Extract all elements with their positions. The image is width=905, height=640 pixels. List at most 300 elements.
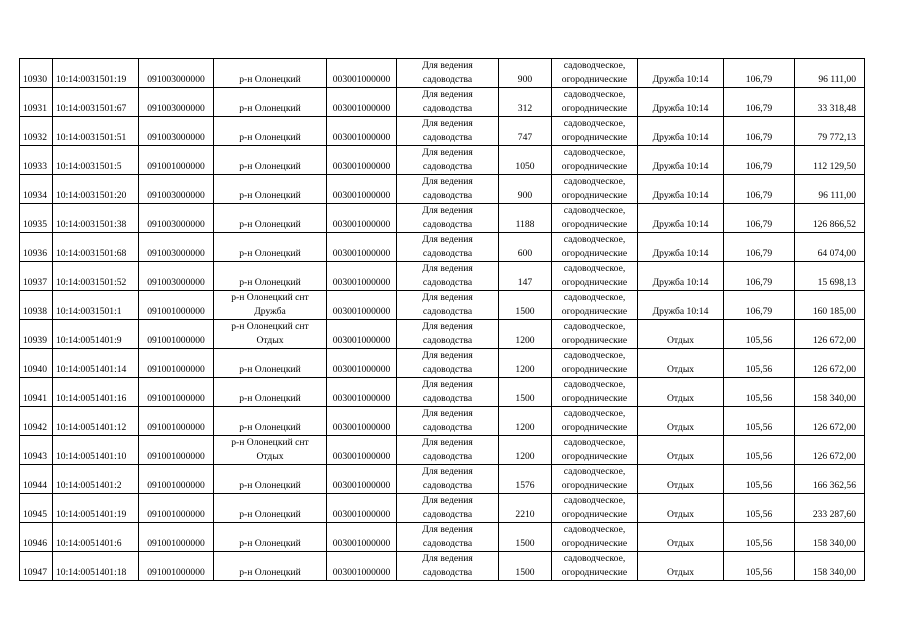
okato-text: 003001000000 [332,538,391,549]
district-cell [214,233,327,262]
use-text: Для ведения [422,466,473,477]
table-row [20,436,865,465]
code-cell [139,436,214,465]
cat-text: огороднические [561,247,628,259]
land-use-cell [397,378,499,407]
cat-text: садоводческое, [563,234,626,245]
okato-cell [327,465,397,494]
row-number [20,523,53,552]
table-row [20,262,865,291]
value-text: 158 340,00 [812,538,856,549]
rate-cell [724,175,795,204]
value-text: 96 111,00 [818,74,856,85]
land-use-cell [397,262,499,291]
use-text: садоводства [422,450,473,462]
num-text: 10939 [23,335,47,346]
place-text: Дружба 10:14 [652,248,709,259]
okato-cell [327,204,397,233]
area-text: 1050 [515,161,535,172]
cat-text: огороднические [561,392,628,404]
use-text: Для ведения [422,292,473,303]
num-text: 10933 [23,161,47,172]
num-text: 10931 [23,103,47,114]
rate-text: 105,56 [745,364,773,375]
use-text: садоводства [422,276,473,288]
cadastral-value-cell [795,88,865,117]
district-cell [214,146,327,175]
use-text: садоводства [422,508,473,520]
cat-text: садоводческое, [563,89,626,100]
okato-text: 003001000000 [332,306,391,317]
use-text: садоводства [422,247,473,259]
area-cell [499,88,552,117]
rate-cell [724,523,795,552]
district-text: р-н Олонецкий [239,131,301,143]
district-text: р-н Олонецкий [239,421,301,433]
area-cell [499,117,552,146]
location-cell [638,262,724,291]
cat-text: садоводческое, [563,379,626,390]
rate-text: 106,79 [745,161,773,172]
district-text: р-н Олонецкий снт [231,321,309,332]
num-text: 10934 [23,190,47,201]
num-text: 10940 [23,364,47,375]
cadastral-value-cell [795,262,865,291]
district-cell [214,552,327,581]
location-cell [638,320,724,349]
row-number [20,146,53,175]
area-text: 1200 [515,451,535,462]
cat-text: огороднические [561,334,628,346]
rate-text: 105,56 [745,480,773,491]
district-text: р-н Олонецкий [239,363,301,375]
okato-text: 003001000000 [332,103,391,114]
cadastral-text: 10:14:0031501:52 [56,277,127,288]
area-cell [499,378,552,407]
rate-text: 106,79 [745,277,773,288]
category-cell [552,378,638,407]
use-text: садоводства [422,392,473,404]
district-cell [214,320,327,349]
code-cell [139,117,214,146]
rate-cell [724,88,795,117]
code-cell [139,146,214,175]
cadastral-number [53,436,139,465]
district-text: р-н Олонецкий [239,276,301,288]
cadastral-value-cell [795,407,865,436]
code-cell [139,204,214,233]
district-cell [214,378,327,407]
registry-table-body [20,59,865,581]
rate-text: 105,56 [745,567,773,578]
district-text: р-н Олонецкий [239,247,301,259]
cadastral-text: 10:14:0031501:20 [56,190,127,201]
location-cell [638,523,724,552]
rate-cell [724,117,795,146]
cat-text: садоводческое, [563,408,626,419]
cat-text: огороднические [561,189,628,201]
cat-text: огороднические [561,363,628,375]
place-text: Дружба 10:14 [652,219,709,230]
area-text: 147 [517,277,533,288]
cadastral-text: 10:14:0031501:1 [56,306,122,317]
category-cell [552,59,638,88]
cadastral-number [53,204,139,233]
cadastral-value-cell [795,146,865,175]
use-text: садоводства [422,363,473,375]
cadastral-value-cell [795,233,865,262]
use-text: садоводства [422,421,473,433]
cadastral-text: 10:14:0051401:2 [56,480,122,491]
category-cell [552,523,638,552]
code-cell [139,262,214,291]
cadastral-number [53,407,139,436]
table-row [20,291,865,320]
land-use-cell [397,291,499,320]
land-use-cell [397,233,499,262]
use-text: садоводства [422,305,473,317]
value-text: 158 340,00 [812,567,856,578]
cadastral-text: 10:14:0031501:51 [56,132,127,143]
cadastral-value-cell [795,465,865,494]
category-cell [552,146,638,175]
table-row [20,146,865,175]
land-use-cell [397,552,499,581]
area-cell [499,552,552,581]
okato-cell [327,552,397,581]
cadastral-number [53,88,139,117]
table-row [20,349,865,378]
land-registry-table [19,58,865,581]
category-cell [552,407,638,436]
cat-text: садоводческое, [563,60,626,71]
cadastral-text: 10:14:0051401:19 [56,509,127,520]
cat-text: садоводческое, [563,553,626,564]
use-text: садоводства [422,334,473,346]
area-cell [499,146,552,175]
district-cell [214,262,327,291]
value-text: 126 866,52 [812,219,856,230]
district-text: Отдых [256,450,284,462]
use-text: Для ведения [422,350,473,361]
cadastral-text: 10:14:0051401:14 [56,364,127,375]
cadastral-number [53,523,139,552]
row-number [20,204,53,233]
area-cell [499,349,552,378]
code-cell [139,320,214,349]
rate-text: 106,79 [745,103,773,114]
cat-text: огороднические [561,421,628,433]
cadastral-text: 10:14:0031501:38 [56,219,127,230]
rate-text: 105,56 [745,509,773,520]
cadastral-value-cell [795,117,865,146]
district-cell [214,494,327,523]
code-cell [139,59,214,88]
value-text: 64 074,00 [817,248,856,259]
land-use-cell [397,117,499,146]
location-cell [638,146,724,175]
land-use-cell [397,523,499,552]
okato-cell [327,146,397,175]
okato-text: 003001000000 [332,190,391,201]
place-text: Дружба 10:14 [652,306,709,317]
use-text: Для ведения [422,176,473,187]
category-cell [552,291,638,320]
land-use-cell [397,436,499,465]
category-cell [552,349,638,378]
cadastral-value-cell [795,436,865,465]
value-text: 158 340,00 [812,393,856,404]
area-cell [499,175,552,204]
land-use-cell [397,59,499,88]
value-text: 96 111,00 [818,190,856,201]
rate-text: 105,56 [745,335,773,346]
value-text: 160 185,00 [812,306,856,317]
rate-text: 106,79 [745,132,773,143]
code-cell [139,378,214,407]
cadastral-value-cell [795,523,865,552]
num-text: 10932 [23,132,47,143]
rate-text: 105,56 [745,538,773,549]
code-text: 091003000000 [147,277,205,288]
location-cell [638,407,724,436]
table-row [20,233,865,262]
cadastral-text: 10:14:0051401:16 [56,393,127,404]
okato-cell [327,117,397,146]
category-cell [552,552,638,581]
cadastral-text: 10:14:0031501:19 [56,74,127,85]
cadastral-value-cell [795,291,865,320]
rate-cell [724,494,795,523]
num-text: 10935 [23,219,47,230]
district-text: р-н Олонецкий [239,392,301,404]
cadastral-number [53,465,139,494]
district-cell [214,117,327,146]
use-text: Для ведения [422,321,473,332]
district-cell [214,407,327,436]
district-cell [214,349,327,378]
okato-text: 003001000000 [332,335,391,346]
district-text: р-н Олонецкий [239,160,301,172]
land-use-cell [397,175,499,204]
place-text: Отдых [666,567,695,578]
cat-text: огороднические [561,131,628,143]
okato-text: 003001000000 [332,248,391,259]
district-cell [214,291,327,320]
rate-cell [724,262,795,291]
use-text: садоводства [422,189,473,201]
area-text: 1188 [515,219,535,230]
cat-text: садоводческое, [563,466,626,477]
code-cell [139,175,214,204]
area-cell [499,59,552,88]
area-cell [499,523,552,552]
area-text: 1500 [515,538,535,549]
area-text: 900 [517,190,533,201]
num-text: 10936 [23,248,47,259]
cadastral-text: 10:14:0031501:67 [56,103,127,114]
okato-text: 003001000000 [332,480,391,491]
rate-cell [724,436,795,465]
okato-cell [327,349,397,378]
place-text: Отдых [666,335,695,346]
value-text: 126 672,00 [812,364,856,375]
okato-text: 003001000000 [332,277,391,288]
okato-text: 003001000000 [332,74,391,85]
code-cell [139,88,214,117]
cadastral-number [53,320,139,349]
code-text: 091001000000 [147,567,205,578]
code-text: 091001000000 [147,422,205,433]
cat-text: садоводческое, [563,437,626,448]
cadastral-number [53,233,139,262]
category-cell [552,436,638,465]
cadastral-number [53,494,139,523]
land-use-cell [397,465,499,494]
area-text: 1200 [515,422,535,433]
place-text: Дружба 10:14 [652,74,709,85]
cat-text: садоводческое, [563,292,626,303]
code-cell [139,552,214,581]
value-text: 33 318,48 [817,103,856,114]
use-text: садоводства [422,160,473,172]
cadastral-value-cell [795,349,865,378]
category-cell [552,233,638,262]
num-text: 10944 [23,480,47,491]
district-cell [214,175,327,204]
area-text: 1576 [515,480,535,491]
code-text: 091003000000 [147,132,205,143]
cat-text: садоводческое, [563,350,626,361]
cadastral-text: 10:14:0051401:10 [56,451,127,462]
row-number [20,349,53,378]
use-text: садоводства [422,102,473,114]
use-text: Для ведения [422,89,473,100]
area-text: 1500 [515,567,535,578]
rate-text: 106,79 [745,190,773,201]
rate-text: 105,56 [745,422,773,433]
cat-text: огороднические [561,73,628,85]
okato-text: 003001000000 [332,567,391,578]
okato-cell [327,262,397,291]
row-number [20,320,53,349]
area-text: 1200 [515,364,535,375]
cadastral-value-cell [795,552,865,581]
code-text: 091001000000 [147,393,205,404]
cadastral-number [53,349,139,378]
cadastral-number [53,117,139,146]
use-text: садоводства [422,218,473,230]
district-cell [214,204,327,233]
code-cell [139,291,214,320]
num-text: 10943 [23,451,47,462]
area-text: 2210 [515,509,535,520]
cadastral-value-cell [795,320,865,349]
area-cell [499,320,552,349]
location-cell [638,465,724,494]
location-cell [638,494,724,523]
place-text: Отдых [666,480,695,491]
row-number [20,262,53,291]
okato-text: 003001000000 [332,364,391,375]
use-text: садоводства [422,73,473,85]
table-row [20,320,865,349]
table-row [20,378,865,407]
area-cell [499,291,552,320]
value-text: 79 772,13 [817,132,856,143]
rate-cell [724,233,795,262]
use-text: садоводства [422,566,473,578]
place-text: Отдых [666,509,695,520]
cat-text: огороднические [561,508,628,520]
cat-text: огороднические [561,305,628,317]
rate-cell [724,465,795,494]
value-text: 112 129,50 [813,161,856,172]
area-cell [499,465,552,494]
table-row [20,88,865,117]
okato-text: 003001000000 [332,451,391,462]
okato-text: 003001000000 [332,422,391,433]
place-text: Отдых [666,538,695,549]
value-text: 126 672,00 [812,335,856,346]
land-use-cell [397,349,499,378]
use-text: Для ведения [422,205,473,216]
use-text: садоводства [422,131,473,143]
num-text: 10938 [23,306,47,317]
cadastral-value-cell [795,59,865,88]
use-text: Для ведения [422,553,473,564]
district-text: р-н Олонецкий [239,218,301,230]
place-text: Дружба 10:14 [652,103,709,114]
location-cell [638,291,724,320]
rate-cell [724,378,795,407]
cat-text: огороднические [561,276,628,288]
code-text: 091003000000 [147,103,205,114]
value-text: 126 672,00 [812,451,856,462]
okato-cell [327,320,397,349]
table-row [20,407,865,436]
code-text: 091001000000 [147,538,205,549]
district-cell [214,523,327,552]
cadastral-text: 10:14:0051401:18 [56,567,127,578]
okato-cell [327,88,397,117]
district-text: р-н Олонецкий снт [231,437,309,448]
row-number [20,494,53,523]
cat-text: садоводческое, [563,176,626,187]
value-text: 15 698,13 [817,277,856,288]
use-text: Для ведения [422,379,473,390]
cat-text: садоводческое, [563,495,626,506]
rate-cell [724,320,795,349]
area-cell [499,407,552,436]
land-use-cell [397,407,499,436]
land-use-cell [397,204,499,233]
rate-text: 105,56 [745,451,773,462]
row-number [20,117,53,146]
rate-cell [724,59,795,88]
area-text: 1500 [515,393,535,404]
district-cell [214,88,327,117]
table-row [20,204,865,233]
okato-cell [327,436,397,465]
category-cell [552,88,638,117]
use-text: Для ведения [422,60,473,71]
cat-text: садоводческое, [563,263,626,274]
row-number [20,436,53,465]
category-cell [552,320,638,349]
code-text: 091001000000 [147,306,205,317]
cat-text: садоводческое, [563,147,626,158]
